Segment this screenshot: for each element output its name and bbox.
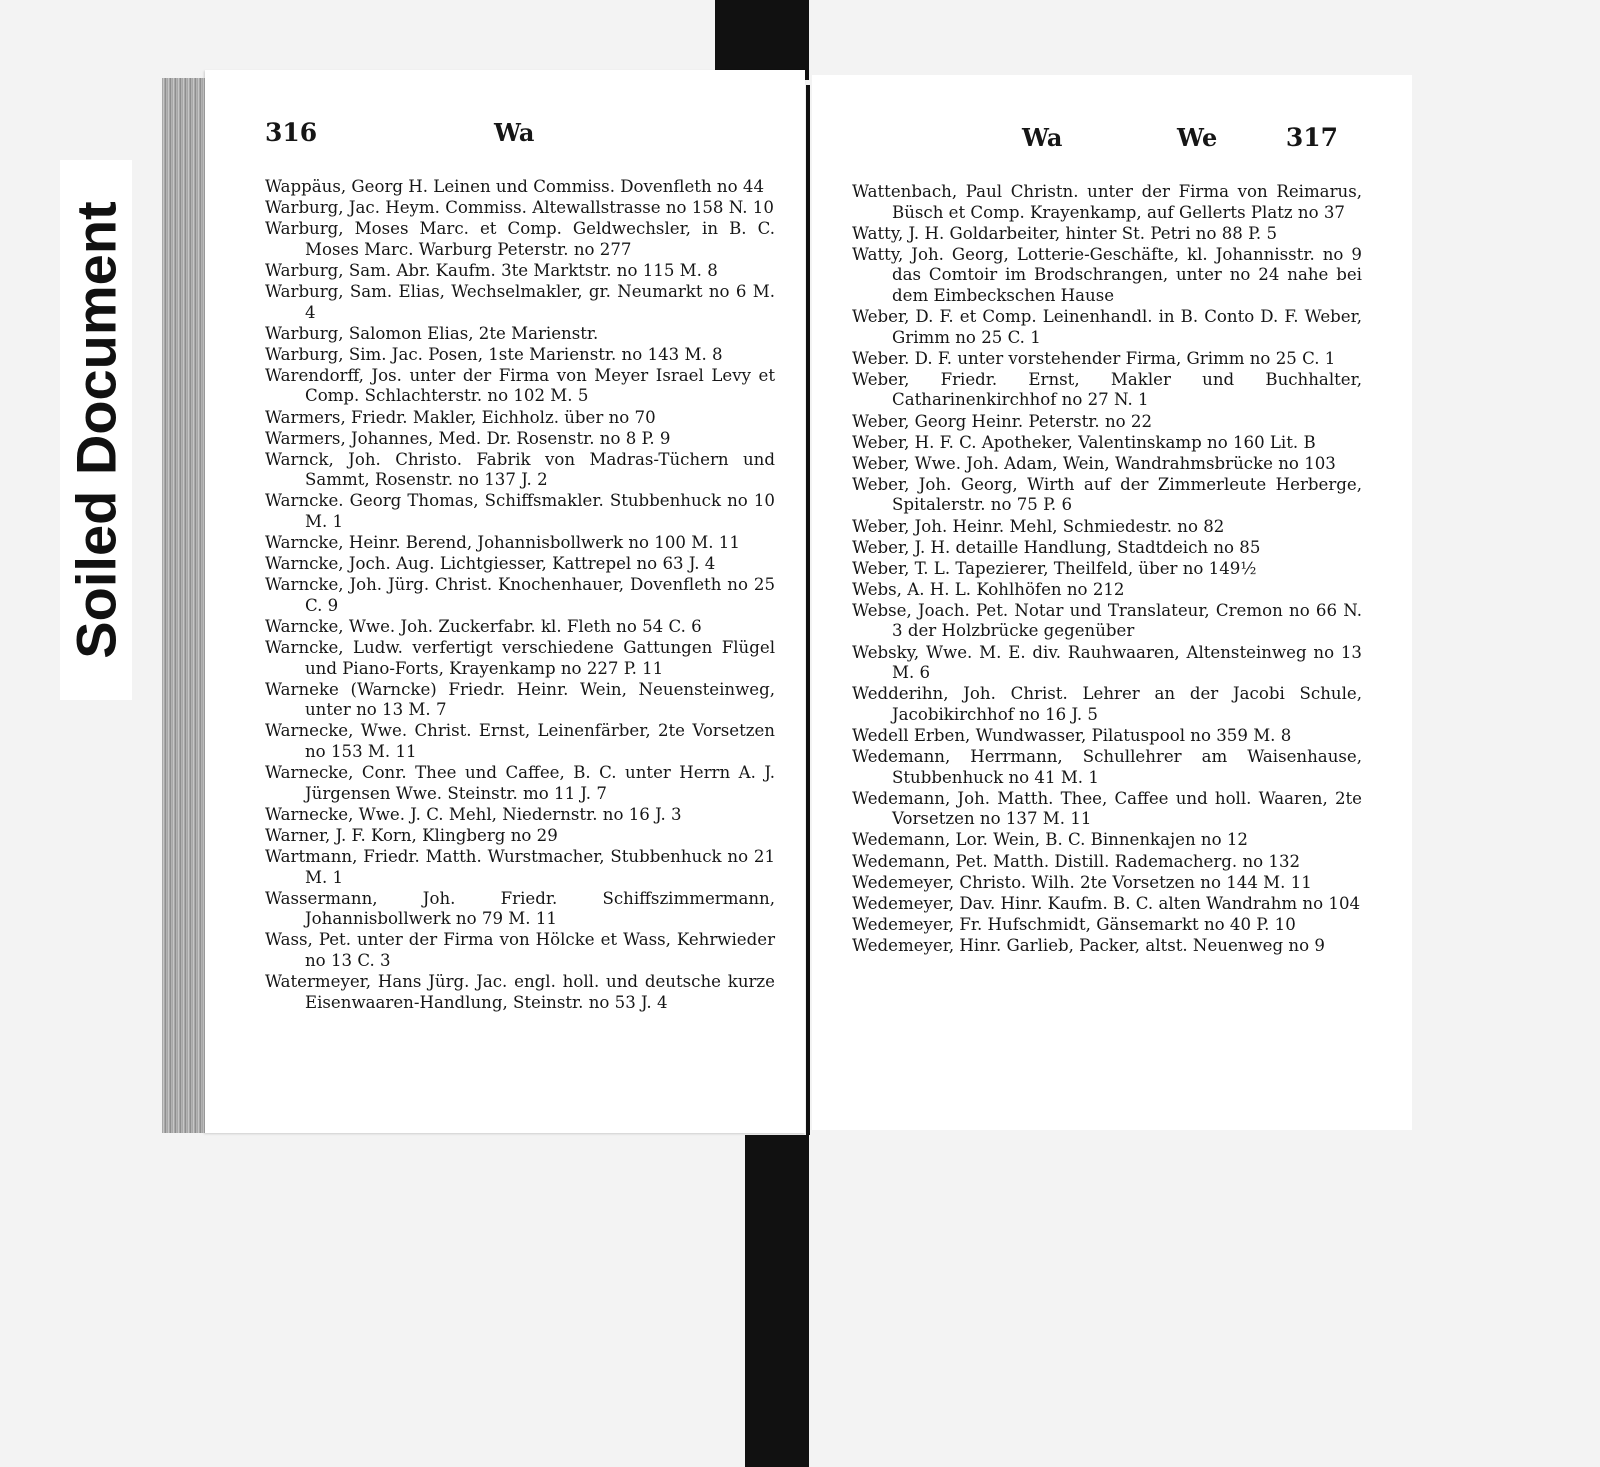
page-number: 317 (1285, 123, 1338, 152)
directory-entry: Watermeyer, Hans Jürg. Jac. engl. holl. und deutsche kurze Eisenwaaren-Handlung, Steinstr. no 53 J. 4 (265, 972, 775, 1012)
directory-entry: Weber, T. L. Tapezierer, Theilfeld, über no 149½ (852, 558, 1257, 578)
directory-entry: Wedemann, Pet. Matth. Distill. Rademacherg. no 132 (852, 851, 1301, 871)
left-page-header (265, 118, 781, 158)
directory-entry: Weber, Georg Heinr. Peterstr. no 22 (852, 411, 1153, 431)
directory-entry: Weber, D. F. et Comp. Leinenhandl. in B. Conto D. F. Weber, Grimm no 25 C. 1 (852, 307, 1362, 347)
page-number: 316 (265, 118, 318, 147)
stamp-text: Soiled Document (64, 201, 128, 659)
running-head-1: Wa (1022, 123, 1063, 152)
directory-entry: Weber, Joh. Heinr. Mehl, Schmiedestr. no 82 (852, 516, 1225, 536)
directory-entry: Warner, J. F. Korn, Klingberg no 29 (265, 825, 558, 845)
directory-entry: Warburg, Sim. Jac. Posen, 1ste Marienstr. no 143 M. 8 (265, 344, 723, 364)
directory-entry: Wedemeyer, Hinr. Garlieb, Packer, altst. Neuenweg no 9 (852, 935, 1325, 955)
directory-entry: Webse, Joach. Pet. Notar und Translateur, Cremon no 66 N. 3 der Holzbrücke gegenüber (852, 600, 1362, 641)
directory-entry: Weber, Wwe. Joh. Adam, Wein, Wandrahmsbrücke no 103 (852, 453, 1336, 473)
right-entry-list (852, 182, 1362, 957)
directory-entry: Wedemann, Lor. Wein, B. C. Binnenkajen no 12 (852, 830, 1248, 850)
directory-entry: Warncke, Joh. Jürg. Christ. Knochenhauer, Dovenfleth no 25 C. 9 (265, 575, 775, 615)
directory-entry: Wedemann, Herrmann, Schullehrer am Waisenhause, Stubbenhuck no 41 M. 1 (852, 747, 1362, 787)
binding-bar-bottom (745, 1135, 809, 1467)
right-page-header (872, 123, 1388, 163)
soiled-document-stamp (60, 160, 132, 700)
directory-entry: Wedemann, Joh. Matth. Thee, Caffee und holl. Waaren, 2te Vorsetzen no 137 M. 11 (852, 788, 1362, 829)
book-gutter (806, 85, 810, 1135)
directory-entry: Websky, Wwe. M. E. div. Rauhwaaren, Altensteinweg no 13 M. 6 (852, 642, 1362, 683)
directory-entry: Wedemeyer, Dav. Hinr. Kaufm. B. C. alten Wandrahm no 104 (852, 893, 1361, 913)
running-head: Wa (494, 118, 535, 147)
directory-entry: Warburg, Moses Marc. et Comp. Geldwechsler, in B. C. Moses Marc. Warburg Peterstr. no 277 (265, 219, 775, 259)
directory-entry: Warmers, Friedr. Makler, Eichholz. über no 70 (265, 407, 656, 427)
running-head-2: We (1177, 123, 1218, 152)
directory-entry: Weber, Friedr. Ernst, Makler und Buchhalter, Catharinenkirchhof no 27 N. 1 (852, 369, 1362, 410)
directory-entry: Warburg, Jac. Heym. Commiss. Altewallstrasse no 158 N. 10 (265, 198, 774, 218)
directory-entry: Warmers, Johannes, Med. Dr. Rosenstr. no 8 P. 9 (265, 428, 671, 448)
directory-entry: Warnecke, Wwe. Christ. Ernst, Leinenfärber, 2te Vorsetzen no 153 M. 11 (265, 721, 775, 762)
directory-entry: Weber, J. H. detaille Handlung, Stadtdeich no 85 (852, 537, 1261, 557)
page-edges (162, 78, 210, 1133)
left-entry-list (265, 177, 775, 1014)
directory-entry: Warburg, Sam. Abr. Kaufm. 3te Marktstr. no 115 M. 8 (265, 260, 718, 280)
directory-entry: Watty, Joh. Georg, Lotterie-Geschäfte, kl. Johannisstr. no 9 das Comtoir im Brodschrangen, unter no 24 nahe bei dem Eimbeckschen Hause (852, 244, 1362, 305)
directory-entry: Weber, Joh. Georg, Wirth auf der Zimmerleute Herberge, Spitalerstr. no 75 P. 6 (852, 474, 1362, 515)
directory-entry: Wedderihn, Joh. Christ. Lehrer an der Jacobi Schule, Jacobikirchhof no 16 J. 5 (852, 684, 1362, 724)
directory-entry: Wappäus, Georg H. Leinen und Commiss. Dovenfleth no 44 (265, 177, 765, 196)
directory-entry: Wattenbach, Paul Christn. unter der Firma von Reimarus, Büsch et Comp. Krayenkamp, auf Gellerts Platz no 37 (852, 182, 1362, 222)
directory-entry: Warncke, Wwe. Joh. Zuckerfabr. kl. Fleth no 54 C. 6 (265, 616, 702, 636)
directory-entry: Warnck, Joh. Christo. Fabrik von Madras-Tüchern und Sammt, Rosenstr. no 137 J. 2 (265, 449, 775, 490)
directory-entry: Wedell Erben, Wundwasser, Pilatuspool no 359 M. 8 (852, 725, 1292, 745)
directory-entry: Warncke, Joch. Aug. Lichtgiesser, Kattrepel no 63 J. 4 (265, 554, 716, 574)
directory-entry: Webs, A. H. L. Kohlhöfen no 212 (852, 579, 1125, 599)
directory-entry: Warnecke, Wwe. J. C. Mehl, Niedernstr. no 16 J. 3 (265, 804, 682, 824)
binding-bar-top (715, 0, 809, 80)
directory-entry: Warneke (Warncke) Friedr. Heinr. Wein, Neuensteinweg, unter no 13 M. 7 (265, 679, 775, 720)
directory-entry: Watty, J. H. Goldarbeiter, hinter St. Petri no 88 P. 5 (852, 223, 1278, 243)
left-page (205, 70, 805, 1133)
directory-entry: Wass, Pet. unter der Firma von Hölcke et Wass, Kehrwieder no 13 C. 3 (265, 930, 775, 970)
directory-entry: Wedemeyer, Fr. Hufschmidt, Gänsemarkt no 40 P. 10 (852, 914, 1296, 934)
directory-entry: Wassermann, Joh. Friedr. Schiffszimmermann, Johannisbollwerk no 79 M. 11 (265, 888, 775, 929)
directory-entry: Warendorff, Jos. unter der Firma von Meyer Israel Levy et Comp. Schlachterstr. no 102 M. 5 (265, 365, 775, 406)
directory-entry: Wedemeyer, Christo. Wilh. 2te Vorsetzen no 144 M. 11 (852, 872, 1312, 892)
directory-entry: Weber. D. F. unter vorstehender Firma, Grimm no 25 C. 1 (852, 348, 1336, 368)
directory-entry: Warburg, Sam. Elias, Wechselmakler, gr. Neumarkt no 6 M. 4 (265, 281, 775, 322)
directory-entry: Warnecke, Conr. Thee und Caffee, B. C. unter Herrn A. J. Jürgensen Wwe. Steinstr. mo 11 J. 7 (265, 763, 775, 803)
directory-entry: Warncke. Georg Thomas, Schiffsmakler. Stubbenhuck no 10 M. 1 (265, 491, 775, 531)
directory-entry: Weber, H. F. C. Apotheker, Valentinskamp no 160 Lit. B (852, 432, 1316, 452)
directory-entry: Warburg, Salomon Elias, 2te Marienstr. (265, 323, 599, 343)
directory-entry: Warncke, Heinr. Berend, Johannisbollwerk no 100 M. 11 (265, 533, 740, 553)
directory-entry: Warncke, Ludw. verfertigt verschiedene Gattungen Flügel und Piano-Forts, Krayenkamp no 227 P. 11 (265, 638, 775, 678)
directory-entry: Wartmann, Friedr. Matth. Wurstmacher, Stubbenhuck no 21 M. 1 (265, 847, 775, 887)
right-page (812, 75, 1412, 1130)
